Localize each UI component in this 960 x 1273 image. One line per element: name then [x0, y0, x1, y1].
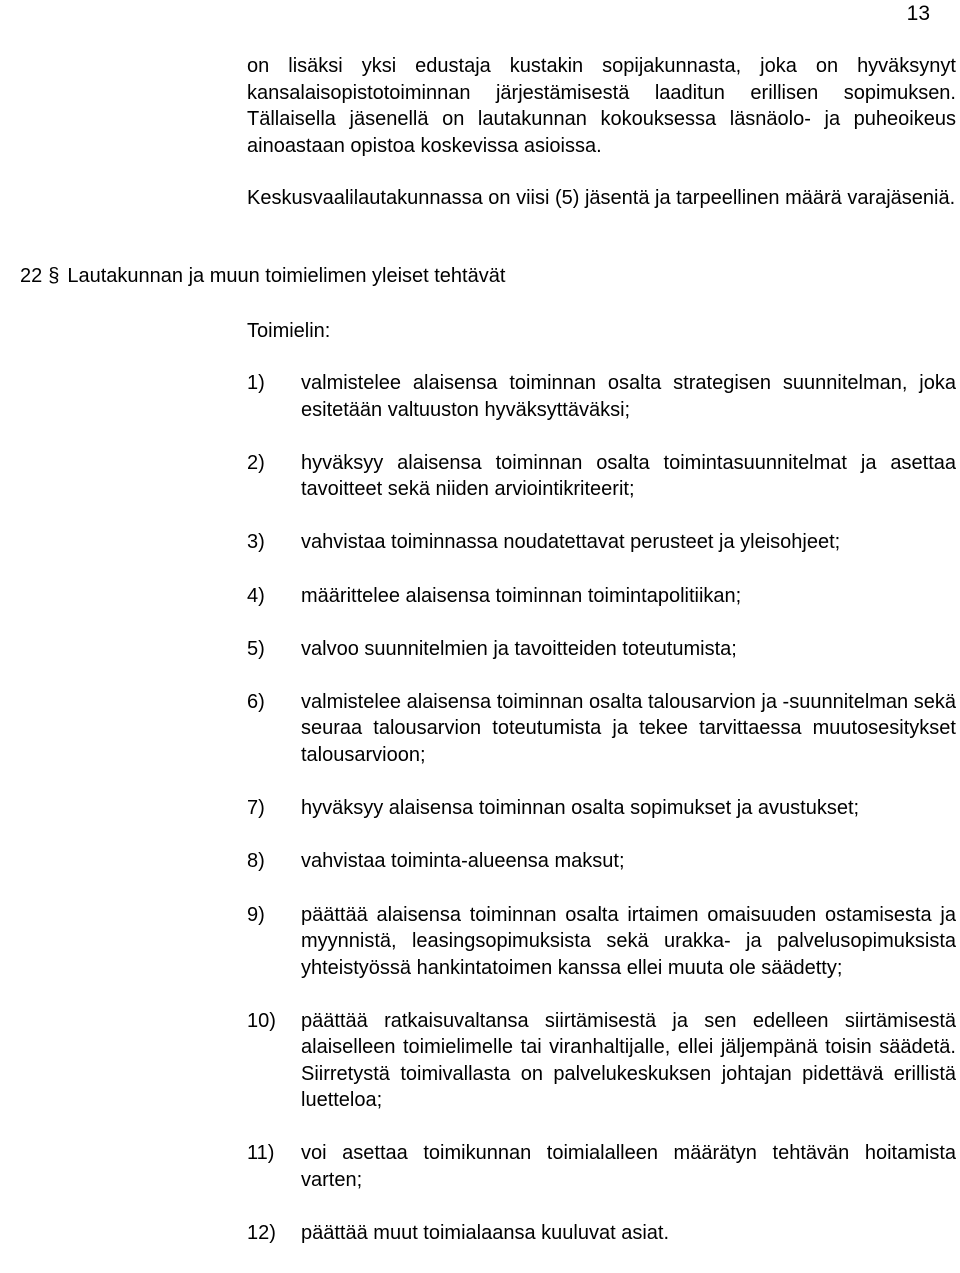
list-item-text: valvoo suunnitelmien ja tavoitteiden toteutumista; [301, 637, 737, 660]
list-item-text: valmistelee alaisensa toiminnan osalta strategisen suunnitelman, joka esitetään valtuuston hyväksyttäväksi; [301, 372, 956, 421]
list-item [247, 529, 956, 556]
list-item [247, 1220, 956, 1247]
list-item-text: hyväksyy alaisensa toiminnan osalta sopimukset ja avustukset; [301, 797, 860, 820]
list-item-number: 2) [247, 451, 265, 474]
list-item-number: 12) [247, 1222, 276, 1245]
list-item-number: 8) [247, 850, 265, 873]
list-item [247, 1140, 956, 1193]
list-item [247, 902, 956, 982]
section-sign: § [48, 265, 60, 287]
list-item-text: päättää alaisensa toiminnan osalta irtaimen omaisuuden ostamisesta ja myynnistä, leasingsopimuksista sekä urakka- ja palvelusopimuksista yhteistyössä hankintatoimen kanssa ellei muuta ole säädetty; [301, 903, 956, 979]
list-item-number: 6) [247, 690, 265, 713]
section-intro: Toimielin: [247, 320, 331, 342]
section-heading [20, 263, 505, 289]
list-item-text: voi asettaa toimikunnan toimialalleen määrätyn tehtävän hoitamista varten; [301, 1142, 956, 1191]
list-item [247, 583, 956, 610]
paragraph-election-board: Keskusvaalilautakunnassa on viisi (5) jäsentä ja tarpeellinen määrä varajäseniä. [247, 187, 956, 209]
list-item-number: 7) [247, 797, 265, 820]
list-item-number: 11) [247, 1142, 275, 1165]
list-item-number: 3) [247, 531, 265, 554]
list-item-text: vahvistaa toiminnassa noudatettavat perusteet ja yleisohjeet; [301, 531, 841, 554]
paragraph-membership: on lisäksi yksi edustaja kustakin sopijakunnasta, joka on hyväksynyt kansalaisopistotoiminnan järjestämisestä laaditun erillisen sopimuksen. Tällaisella jäsenellä on lautakunnan kokouksessa läsnäolo- ja puheoikeus ainoastaan opistoa koskevissa asioissa. [247, 55, 956, 157]
list-item [247, 450, 956, 503]
list-item-number: 4) [247, 584, 265, 607]
list-item-text: määrittelee alaisensa toiminnan toimintapolitiikan; [301, 584, 742, 607]
continuation-text [247, 53, 956, 212]
duties-list [247, 370, 956, 1273]
list-item-text: päättää ratkaisuvaltansa siirtämisestä ja sen edelleen siirtämisestä alaiselleen toimielimelle tai viranhaltijalle, ellei jäljempänä toisin säädetä. Siirretystä toimivallasta on palvelukeskuksen johtajan pidettävä erillistä luetteloa; [301, 1009, 956, 1112]
list-item-text: vahvistaa toiminta-alueensa maksut; [301, 850, 625, 873]
list-item-number: 1) [247, 372, 265, 394]
section-number: 22 [20, 265, 43, 287]
list-item [247, 848, 956, 875]
list-item [247, 370, 956, 423]
list-item [247, 689, 956, 769]
list-item-text: hyväksyy alaisensa toiminnan osalta toimintasuunnitelmat ja asettaa tavoitteet sekä niiden arviointikriteerit; [301, 451, 956, 501]
section-title: Lautakunnan ja muun toimielimen yleiset tehtävät [67, 265, 506, 287]
list-item-number: 5) [247, 637, 265, 660]
list-item [247, 795, 956, 822]
list-item-text: valmistelee alaisensa toiminnan osalta talousarvion ja -suunnitelman sekä seuraa talousarvion toteutumista ja tekee tarvittaessa muutosesitykset talousarvioon; [301, 690, 956, 766]
list-item [247, 1008, 956, 1114]
list-item-number: 9) [247, 903, 265, 926]
page-number: 13 [906, 2, 930, 25]
list-item-text: päättää muut toimialaansa kuuluvat asiat. [301, 1222, 669, 1245]
list-item-number: 10) [247, 1009, 276, 1032]
list-item [247, 636, 956, 663]
